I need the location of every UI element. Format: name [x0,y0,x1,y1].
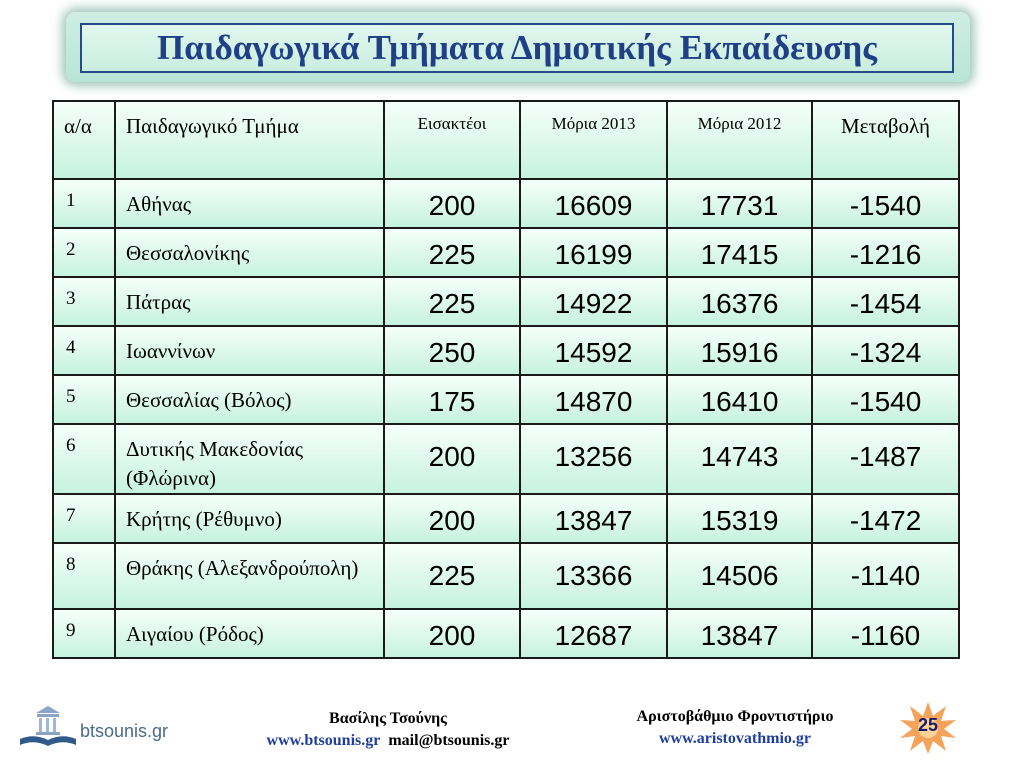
row-index: 4 [66,337,76,358]
row-admitted: 175 [428,386,476,417]
header-cell [384,101,520,179]
table-cell [384,228,520,277]
row-points-2012: 14506 [700,560,779,591]
page-number: 25 [917,715,939,735]
row-points-2013: 13366 [554,560,633,591]
author-mail[interactable]: mail@btsounis.gr [388,732,510,749]
row-points-2013: 13256 [554,441,633,472]
table-cell [384,375,520,424]
row-change: -1487 [849,441,922,472]
header-admitted: Εισακτέοι [417,114,487,133]
table-cell [53,277,115,326]
table-cell [667,424,812,494]
row-index: 7 [66,505,76,526]
table-cell [812,609,959,658]
row-department: Ιωαννίνων [126,339,216,363]
row-change: -1540 [849,190,922,221]
table-cell [53,609,115,658]
table-cell [520,609,667,658]
table-row [53,609,959,658]
table-cell [812,228,959,277]
table-cell [520,277,667,326]
table-cell [53,179,115,228]
table-cell [115,228,384,277]
table-cell [115,277,384,326]
table-cell [384,277,520,326]
row-points-2012: 13847 [700,620,779,651]
row-points-2013: 14870 [554,386,633,417]
author-info [228,708,548,752]
table-cell [520,494,667,543]
school-info [600,706,870,750]
header-points-2013: Μόρια 2013 [551,114,636,133]
row-admitted: 225 [428,288,476,319]
table-row [53,326,959,375]
book-building-icon [18,703,78,749]
row-admitted: 200 [428,441,476,472]
table-cell [812,375,959,424]
table-cell [812,543,959,609]
row-change: -1472 [849,505,922,536]
row-admitted: 200 [428,190,476,221]
table-cell [115,179,384,228]
row-points-2013: 16199 [554,239,633,270]
table-cell [53,494,115,543]
row-admitted: 225 [428,239,476,270]
row-change: -1140 [850,560,921,591]
table-cell [53,326,115,375]
table-cell [53,424,115,494]
table-cell [520,424,667,494]
header-cell [667,101,812,179]
row-index: 8 [66,554,76,575]
table-cell [53,228,115,277]
page-number-badge [898,700,958,756]
row-department: Αθήνας [126,192,192,216]
table-cell [812,277,959,326]
table-cell [53,375,115,424]
header-cell [812,101,959,179]
table-cell [384,179,520,228]
school-site-link[interactable]: www.aristovathmio.gr [659,730,811,747]
table-cell [53,543,115,609]
table-row [53,179,959,228]
header-points-2012: Μόρια 2012 [697,114,782,133]
row-department: Αιγαίου (Ρόδος) [126,622,264,646]
table-row [53,228,959,277]
row-change: -1324 [849,337,922,368]
table-cell [812,424,959,494]
table-cell [812,179,959,228]
row-points-2012: 17415 [700,239,779,270]
row-points-2012: 15319 [700,505,779,536]
logo-text: btsounis.gr [80,721,169,741]
row-admitted: 200 [428,620,476,651]
row-admitted: 200 [428,505,476,536]
table-cell [520,375,667,424]
header-cell [53,101,115,179]
btsounis-logo [18,703,188,751]
row-change: -1540 [849,386,922,417]
title-box [80,23,954,73]
page-title: Παιδαγωγικά Τμήματα Δημοτικής Εκπαίδευσης [157,28,877,67]
header-change: Μεταβολή [840,114,931,138]
table-cell [384,424,520,494]
table-cell [115,375,384,424]
row-points-2012: 17731 [700,190,779,221]
table-cell [520,326,667,375]
school-name: Αριστοβάθμιο Φροντιστήριο [636,708,834,725]
header-department: Παιδαγωγικό Τμήμα [126,114,299,138]
table-cell [115,424,384,494]
table-cell [115,494,384,543]
author-site-link[interactable]: www.btsounis.gr [266,732,381,749]
header-index: α/α [64,114,92,138]
row-department: Θεσσαλίας (Βόλος) [126,388,292,412]
row-points-2013: 14592 [554,337,633,368]
row-admitted: 250 [428,337,476,368]
table-cell [520,543,667,609]
table-cell [667,326,812,375]
table-cell [115,326,384,375]
row-points-2012: 16376 [700,288,779,319]
row-change: -1216 [849,239,922,270]
row-points-2012: 15916 [700,337,779,368]
row-points-2013: 13847 [554,505,633,536]
table-cell [667,277,812,326]
row-points-2013: 12687 [554,620,633,651]
table-cell [667,179,812,228]
table-row [53,424,959,494]
row-change: -1160 [850,620,921,651]
table-cell [667,609,812,658]
table-cell [384,494,520,543]
row-admitted: 225 [428,560,476,591]
row-points-2013: 14922 [554,288,633,319]
row-index: 5 [66,386,76,407]
row-points-2012: 16410 [700,386,779,417]
table-header-row [53,101,959,179]
header-cell [115,101,384,179]
table-cell [384,543,520,609]
header-cell [520,101,667,179]
row-department: Θράκης (Αλεξανδρούπολη) [126,556,359,580]
row-index: 2 [66,239,76,260]
table-row [53,375,959,424]
table-row [53,543,959,609]
row-points-2013: 16609 [554,190,633,221]
author-name: Βασίλης Τσούνης [329,710,447,727]
table-cell [384,326,520,375]
table-cell [115,609,384,658]
row-department: Θεσσαλονίκης [126,241,250,265]
row-index: 9 [66,620,76,641]
row-index: 1 [66,190,76,211]
table-cell [520,179,667,228]
row-department: Κρήτης (Ρέθυμνο) [126,507,282,531]
table-row [53,494,959,543]
row-change: -1454 [849,288,922,319]
row-points-2012: 14743 [700,441,779,472]
table-cell [812,494,959,543]
table-cell [384,609,520,658]
table-row [53,277,959,326]
departments-table [52,100,960,659]
row-index: 3 [66,288,76,309]
table-cell [667,494,812,543]
row-department: Δυτικής Μακεδονίας (Φλώρινα) [126,437,304,490]
table-cell [520,228,667,277]
row-department: Πάτρας [126,290,191,314]
table-cell [667,228,812,277]
row-index: 6 [66,435,76,456]
table-cell [667,375,812,424]
table-cell [667,543,812,609]
table-cell [812,326,959,375]
table-cell [115,543,384,609]
